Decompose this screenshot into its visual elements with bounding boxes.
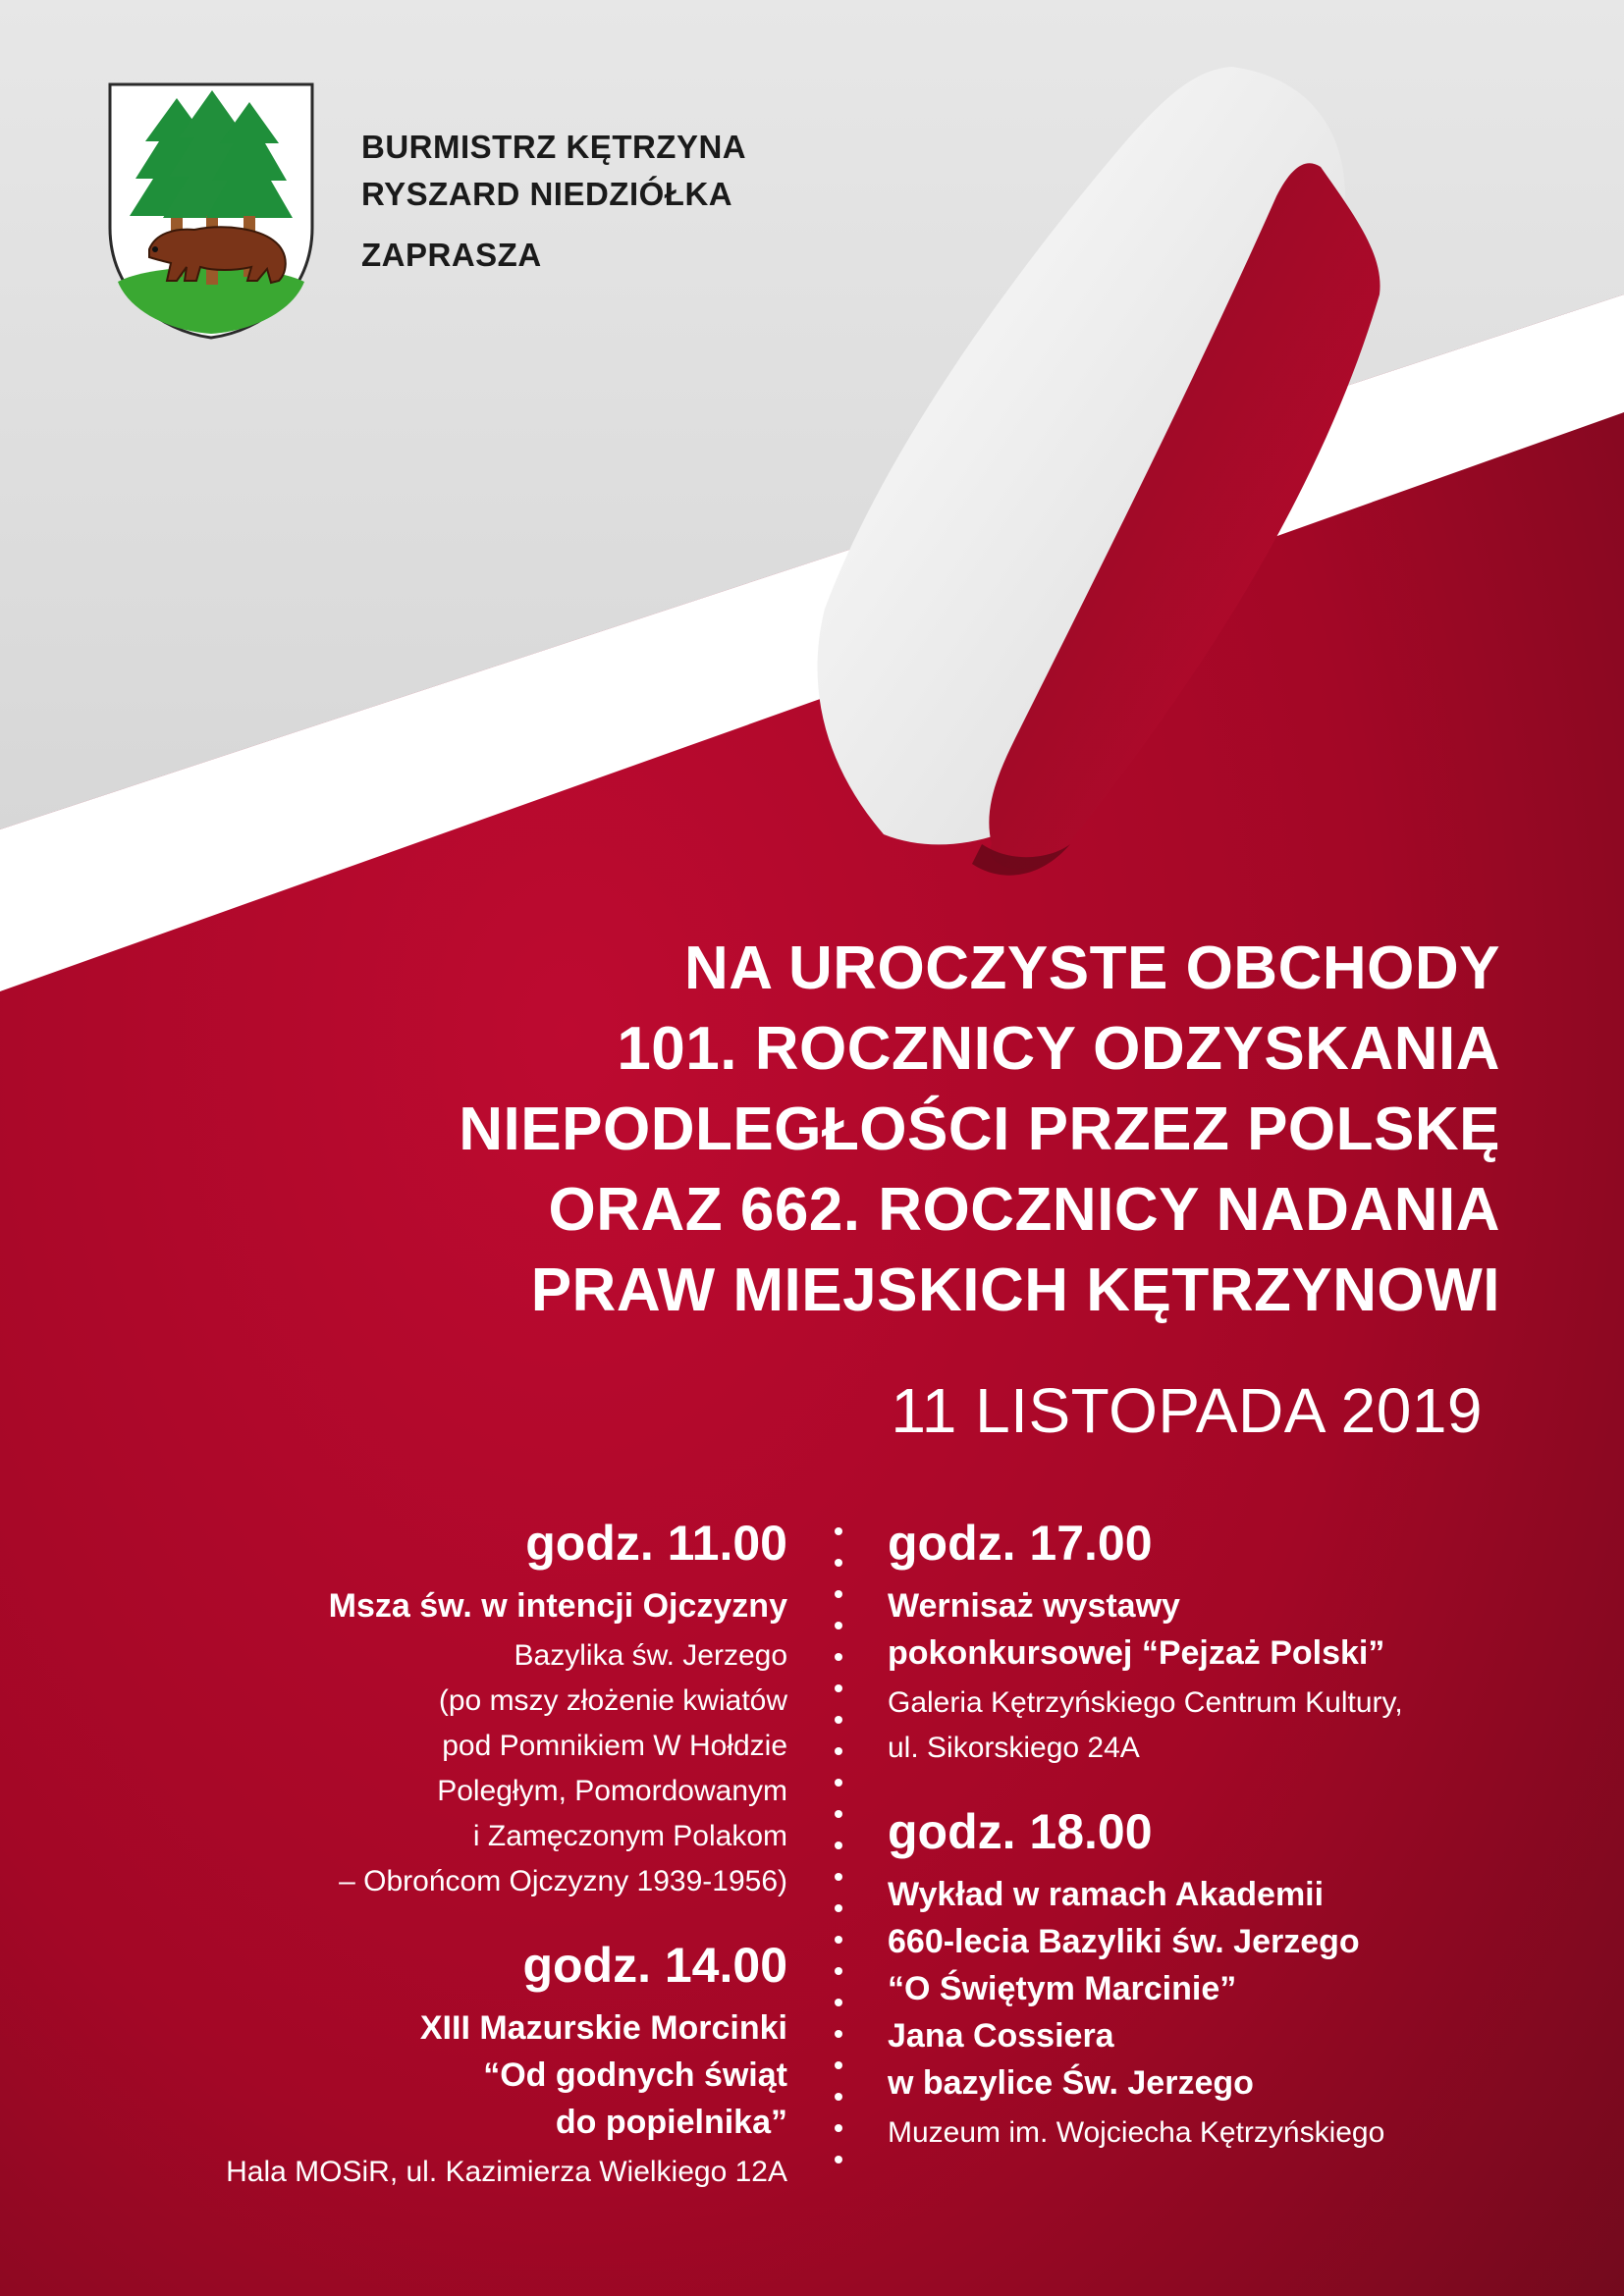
event-place-line: pod Pomnikiem W Hołdzie xyxy=(442,1730,787,1762)
schedule-right xyxy=(888,1512,1555,2185)
title-line: ORAZ 662. ROCZNICY NADANIA xyxy=(548,1176,1500,1244)
event-place-line: ul. Sikorskiego 24A xyxy=(888,1732,1140,1764)
event-title-line: Jana Cossiera xyxy=(888,2017,1114,2055)
main-title xyxy=(67,929,1500,1331)
event-title-line: 660-lecia Bazyliki św. Jerzego xyxy=(888,1923,1360,1960)
mayor-name: RYSZARD NIEDZIÓŁKA xyxy=(361,176,733,212)
schedule-left xyxy=(59,1512,787,2224)
event-place xyxy=(888,1681,1555,1771)
event-title-line: w bazylice Św. Jerzego xyxy=(888,2064,1254,2102)
event-title xyxy=(59,1582,787,1629)
event-1800 xyxy=(888,1800,1555,2156)
event-place-line: Hala MOSiR, ul. Kazimierza Wielkiego 12A xyxy=(226,2156,787,2188)
event-title-line: do popielnika” xyxy=(555,2104,787,2141)
event-title-line: “O Świętym Marcinie” xyxy=(888,1970,1237,2007)
event-1400 xyxy=(59,1934,787,2195)
event-title xyxy=(888,1582,1555,1677)
event-title-line: pokonkursowej “Pejzaż Polski” xyxy=(888,1634,1385,1672)
event-title xyxy=(888,1871,1555,2107)
title-line: NIEPODLEGŁOŚCI PRZEZ POLSKĘ xyxy=(459,1095,1500,1163)
title-line: PRAW MIEJSKICH KĘTRZYNOWI xyxy=(530,1256,1500,1324)
event-place xyxy=(59,1633,787,1904)
event-place-line: Poległym, Pomordowanym xyxy=(437,1775,787,1807)
title-line: 101. ROCZNICY ODZYSKANIA xyxy=(617,1015,1500,1083)
event-place xyxy=(59,2150,787,2195)
event-title-line: “Od godnych świąt xyxy=(483,2056,787,2094)
event-title-line: Msza św. w intencji Ojczyzny xyxy=(328,1587,787,1625)
event-time: godz. 18.00 xyxy=(888,1804,1153,1859)
title-line: NA UROCZYSTE OBCHODY xyxy=(684,934,1500,1002)
header xyxy=(361,124,746,279)
event-title-line: XIII Mazurskie Morcinki xyxy=(419,2009,787,2047)
event-place-line: Muzeum im. Wojciecha Kętrzyńskiego xyxy=(888,2116,1385,2149)
column-divider xyxy=(833,1525,844,2173)
event-place xyxy=(888,2110,1555,2156)
event-time: godz. 11.00 xyxy=(525,1516,787,1571)
event-title-line: Wernisaż wystawy xyxy=(888,1587,1180,1625)
event-place-line: – Obrońcom Ojczyzny 1939-1956) xyxy=(339,1865,787,1897)
event-title xyxy=(59,2004,787,2146)
event-1100 xyxy=(59,1512,787,1904)
mayor-title: BURMISTRZ KĘTRZYNA xyxy=(361,129,747,165)
event-title-line: Wykład w ramach Akademii xyxy=(888,1876,1325,1913)
event-time: godz. 14.00 xyxy=(522,1938,787,1993)
event-place-line: Galeria Kętrzyńskiego Centrum Kultury, xyxy=(888,1686,1403,1719)
event-time: godz. 17.00 xyxy=(888,1516,1153,1571)
event-date: 11 LISTOPADA 2019 xyxy=(891,1375,1483,1446)
city-crest xyxy=(106,80,316,342)
event-place-line: Bazylika św. Jerzego xyxy=(514,1639,787,1672)
event-1700 xyxy=(888,1512,1555,1771)
event-place-line: (po mszy złożenie kwiatów xyxy=(438,1684,787,1717)
invite-text: ZAPRASZA xyxy=(361,237,542,273)
event-place-line: i Zamęczonym Polakom xyxy=(472,1820,787,1852)
